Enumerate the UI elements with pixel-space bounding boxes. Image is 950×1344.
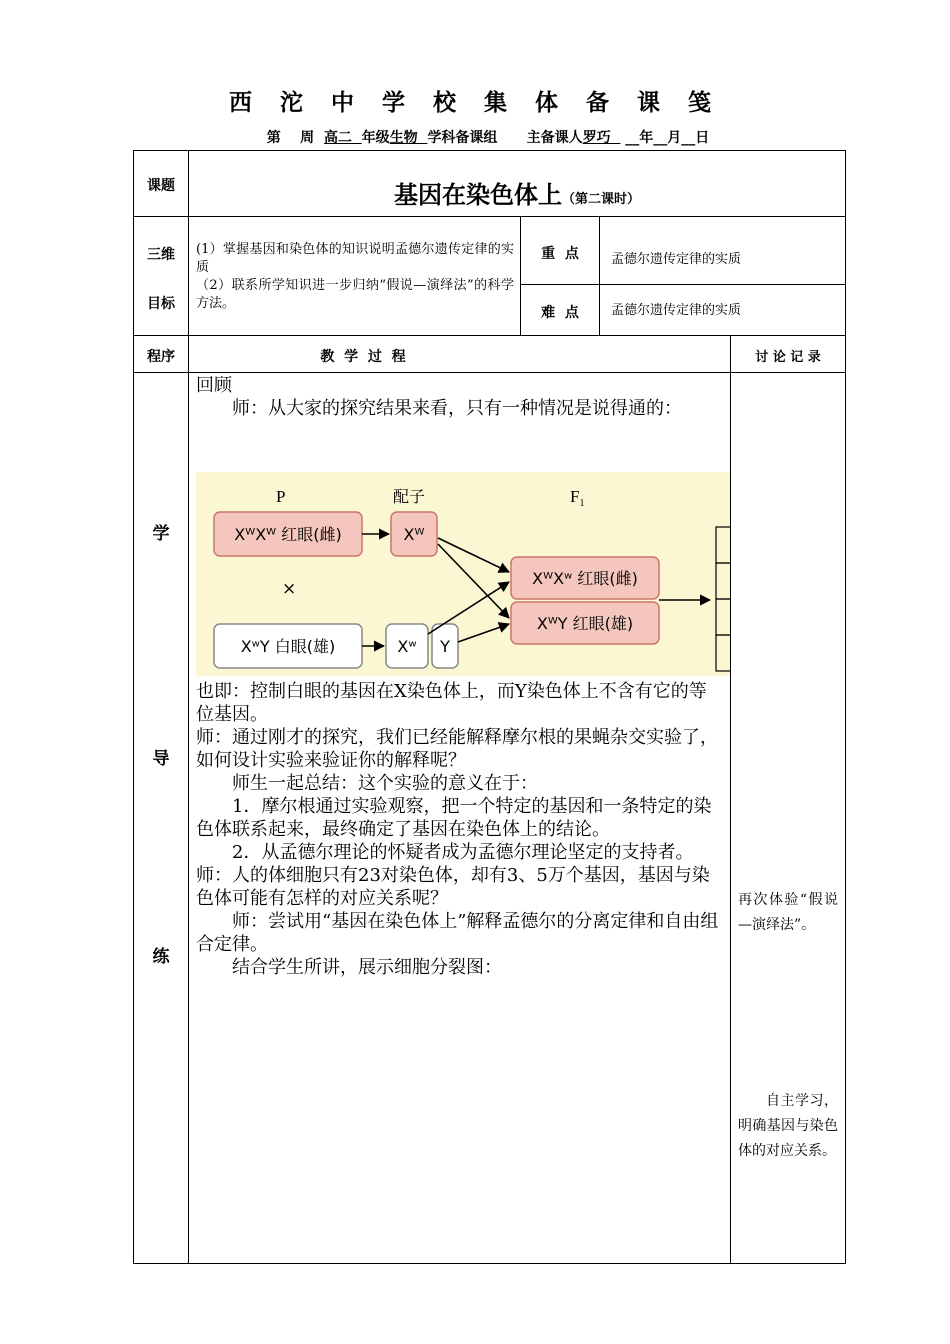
process-label: 教 学 过 程: [320, 349, 406, 365]
procedure-label: 程序: [147, 349, 175, 365]
paragraph-2: 也即：控制白眼的基因在X染色体上，而Y染色体上不含有它的等位基因。: [196, 681, 707, 725]
difficult-point-text: 孟德尔遗传定律的实质: [611, 303, 742, 318]
review-heading: 回顾: [196, 375, 232, 396]
label-f1-sub: 1: [579, 498, 585, 509]
label-p: P: [276, 487, 286, 506]
week-prefix: 第 周: [266, 130, 324, 146]
male-gamete-y-text: Y: [440, 637, 450, 656]
side-label-xue: 学: [152, 524, 170, 544]
paragraph-8: 师：尝试用“基因在染色体上”解释孟德尔的分离定律和自由组合定律。: [196, 911, 719, 955]
female-parent-text: XᵂXᵂ 红眼(雌): [234, 525, 342, 544]
goal-1: (1）掌握基因和染色体的知识说明孟德尔遗传定律的实质: [196, 242, 514, 275]
difficult-point-label: 难 点: [541, 305, 579, 321]
paragraph-4: 师生一起总结：这个实验的意义在于：: [232, 773, 538, 794]
row-divider: [133, 216, 846, 217]
paragraph-5: 1．摩尔根通过实验观察，把一个特定的基因和一条特定的染色体联系起来，最终确定了基因在染色体上的结论。: [196, 796, 712, 840]
label-f1-main: F: [570, 487, 580, 506]
grade: 高二: [323, 130, 362, 146]
topic-title: 基因在染色体上: [393, 181, 562, 209]
col-divider: [188, 150, 189, 1264]
goal-2: （2）联系所学知识进一步归纳“假说—演绎法”的科学方法。: [196, 278, 514, 311]
side-label-dao: 导: [152, 749, 170, 769]
cross-diagram: [196, 472, 730, 676]
topic-title-wrap: [189, 175, 845, 210]
topic-note: （第二课时）: [561, 192, 640, 207]
f1-male-text: XᵂY 红眼(雄): [536, 614, 634, 633]
paragraph-1: 师：从大家的探究结果来看，只有一种情况是说得通的：: [232, 398, 682, 419]
paragraph-7: 师：人的体细胞只有23对染色体，却有3、5万个基因，基因与染色体可能有怎样的对应关系呢？: [196, 865, 710, 909]
discussion-note-2: 自主学习，明确基因与染色体的对应关系。: [738, 1093, 838, 1159]
header-info-line: [0, 127, 950, 147]
paragraph-3: 师：通过刚才的探究，我们已经能解释摩尔根的果蝇杂交实验了，如何设计实验来验证你的解释呢？: [196, 727, 718, 771]
grade-suffix: 年级: [361, 130, 390, 146]
row-divider: [520, 284, 846, 285]
topic-label: 课题: [147, 178, 175, 194]
paragraph-9: 结合学生所讲，展示细胞分裂图：: [232, 957, 502, 978]
subject: 生物: [389, 130, 428, 146]
discussion-note-1: 再次体验“假说—演绎法”。: [738, 892, 838, 933]
male-parent-text: XʷY 白眼(雄): [240, 637, 336, 656]
goals-text: [196, 241, 514, 313]
paragraph-6: 2．从孟德尔理论的怀疑者成为孟德尔理论坚定的支持者。: [232, 842, 694, 863]
key-point-label: 重 点: [541, 246, 579, 262]
discussion-label: 讨 论 记 录: [755, 350, 821, 365]
goals-label-1: 三维: [147, 247, 175, 263]
row-divider: [133, 372, 846, 373]
teacher-name: 罗巧: [582, 130, 621, 146]
label-gamete: 配子: [393, 487, 426, 506]
subject-suffix: 学科备课组 主备课人: [427, 130, 583, 146]
key-point-text: 孟德尔遗传定律的实质: [611, 252, 742, 267]
row-divider: [133, 335, 846, 336]
content-main: [196, 680, 722, 979]
school-title: 西 沱 中 学 校 集 体 备 课 笺: [228, 90, 722, 116]
content-top: [196, 374, 722, 420]
date-fields: __年__月__日: [620, 130, 710, 146]
goals-label-2: 目标: [147, 296, 175, 312]
female-gamete-text: Xᵂ: [403, 525, 425, 544]
side-label-lian: 练: [152, 947, 170, 967]
col-divider: [730, 335, 731, 1264]
cross-sign: ×: [282, 579, 297, 599]
f1-female-text: XᵂXʷ 红眼(雌): [532, 569, 638, 588]
col-divider: [599, 216, 600, 335]
male-gamete-x-text: Xʷ: [397, 637, 417, 656]
